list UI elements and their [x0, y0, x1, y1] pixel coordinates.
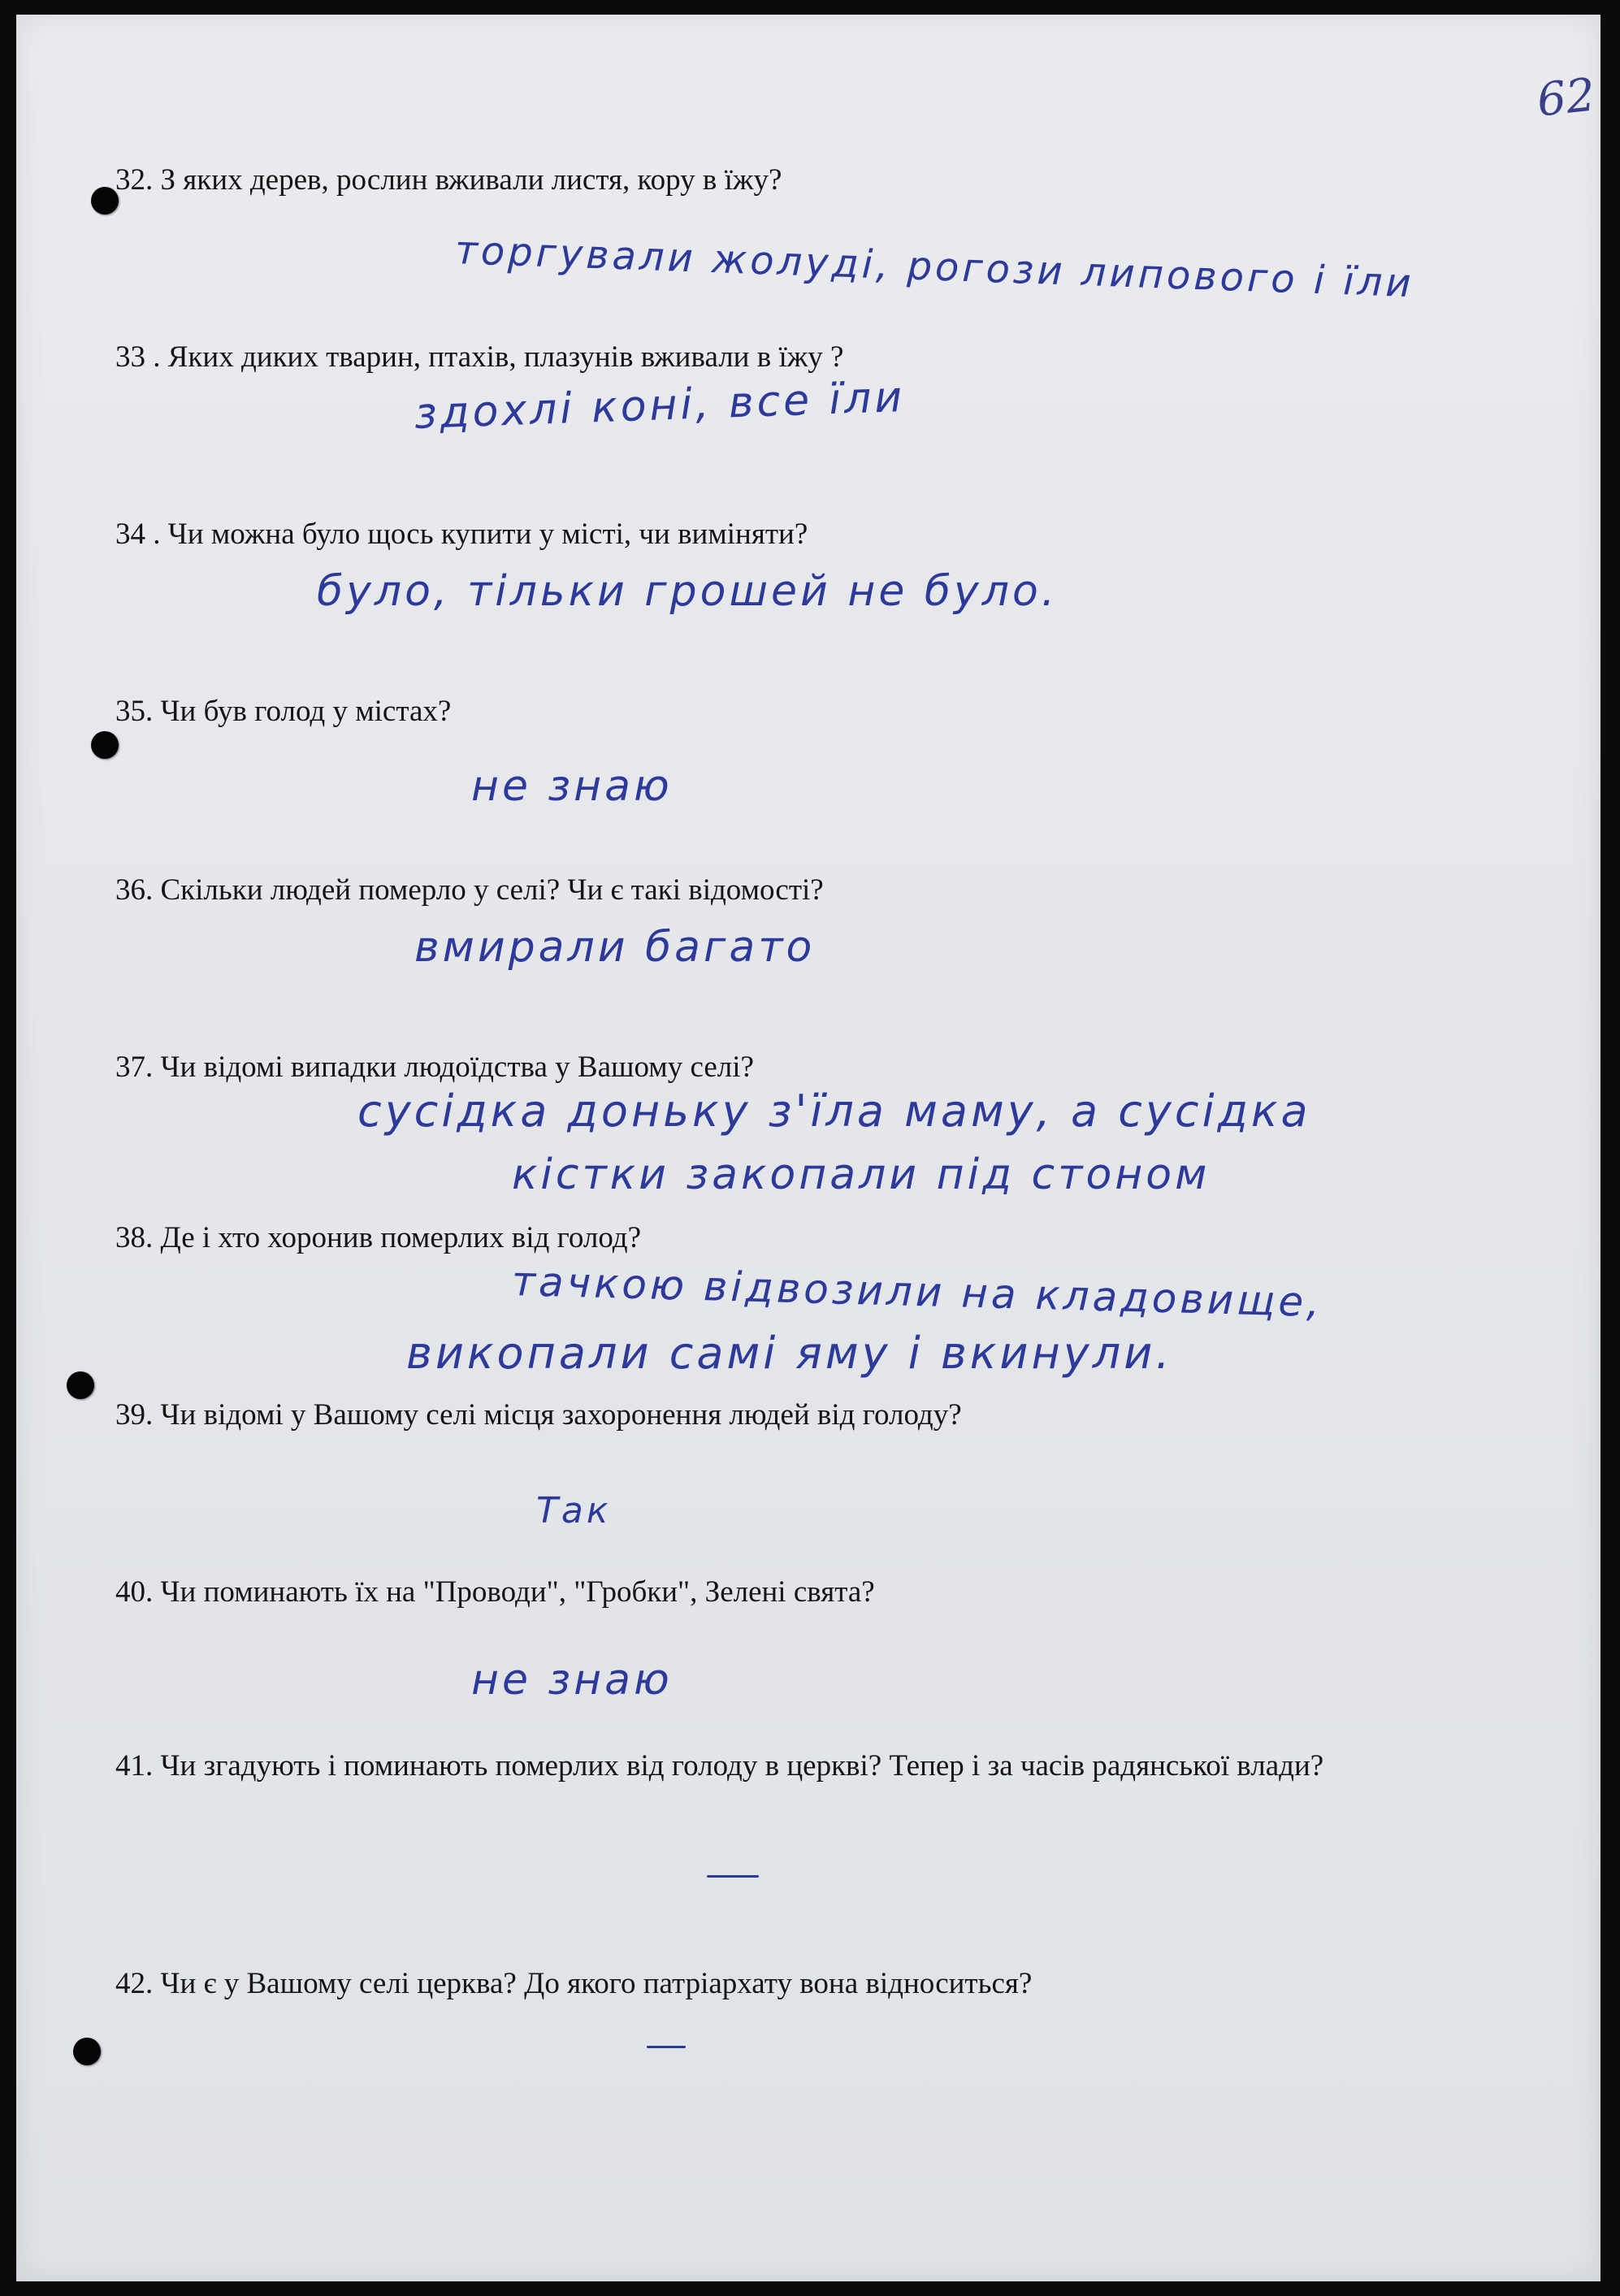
document-page — [16, 15, 1601, 2281]
question-number: 36. — [115, 873, 154, 907]
question-number: 37. — [115, 1051, 154, 1084]
answer-37-line-1: сусідка доньку з'їла маму, а сусідка — [357, 1085, 1311, 1137]
question-39 — [115, 1396, 962, 1435]
answer-34: було, тільки грошей не було. — [317, 567, 1059, 616]
question-42 — [115, 1965, 1032, 2004]
question-text: Скільки людей померло у селі? Чи є такі відомості? — [160, 873, 824, 907]
question-number: 40. — [115, 1575, 154, 1609]
answer-41-dash — [707, 1875, 759, 1878]
question-32 — [115, 161, 782, 200]
question-number: 39. — [115, 1398, 154, 1432]
punch-hole-2 — [91, 731, 119, 759]
punch-hole-3 — [67, 1371, 94, 1399]
question-number: 38. — [115, 1221, 154, 1254]
question-text: Чи згадують і поминають померлих від голоду в церкві? Тепер і за часів радянської влади? — [160, 1749, 1324, 1783]
question-37 — [115, 1048, 754, 1087]
question-35 — [115, 692, 451, 731]
answer-39: Так — [536, 1490, 612, 1531]
question-36 — [115, 871, 824, 910]
question-number: 42. — [115, 1967, 154, 2000]
answer-38-line-2: викопали самі яму і вкинули. — [406, 1328, 1173, 1379]
question-number: 32. — [115, 163, 154, 197]
question-40 — [115, 1573, 875, 1612]
page-number: 62 — [1534, 68, 1598, 128]
question-text: Чи поминають їх на "Проводи", "Гробки", Зелені свята? — [160, 1575, 875, 1609]
question-34 — [115, 515, 808, 554]
question-text: Де і хто хоронив померлих від голод? — [160, 1221, 642, 1254]
answer-36: вмирали багато — [414, 923, 816, 972]
question-text: Чи був голод у містах? — [160, 695, 452, 728]
question-number: 35. — [115, 695, 154, 728]
punch-hole-4 — [73, 2038, 101, 2065]
answer-42-dash — [647, 2046, 686, 2048]
question-38 — [115, 1219, 641, 1258]
answer-37-line-2: кістки закопали під стоном — [512, 1150, 1211, 1199]
question-number: 33 . — [115, 340, 161, 374]
question-text: Чи є у Вашому селі церква? До якого патріархату вона відноситься? — [160, 1967, 1033, 2000]
question-number: 34 . — [115, 518, 161, 551]
punch-hole-1 — [91, 187, 119, 214]
answer-40: не знаю — [471, 1656, 673, 1705]
answer-38-line-1: тачкою відвозили на кладовище, — [511, 1258, 1323, 1327]
question-text: Яких диких тварин, птахів, плазунів вживали в їжу ? — [167, 340, 844, 374]
answer-33: здохлі коні, все їли — [413, 372, 907, 439]
answer-32: торгували жолуді, рогози липового і їли — [454, 227, 1415, 307]
answer-35: не знаю — [471, 762, 673, 811]
question-33 — [115, 338, 843, 377]
question-text: З яких дерев, рослин вживали листя, кору в їжу? — [160, 163, 782, 197]
question-text: Чи можна було щось купити у місті, чи виміняти? — [167, 518, 808, 551]
question-41 — [115, 1747, 1529, 1786]
question-text: Чи відомі випадки людоїдства у Вашому селі? — [160, 1051, 754, 1084]
question-text: Чи відомі у Вашому селі місця захоронення людей від голоду? — [160, 1398, 962, 1432]
question-number: 41. — [115, 1749, 154, 1783]
